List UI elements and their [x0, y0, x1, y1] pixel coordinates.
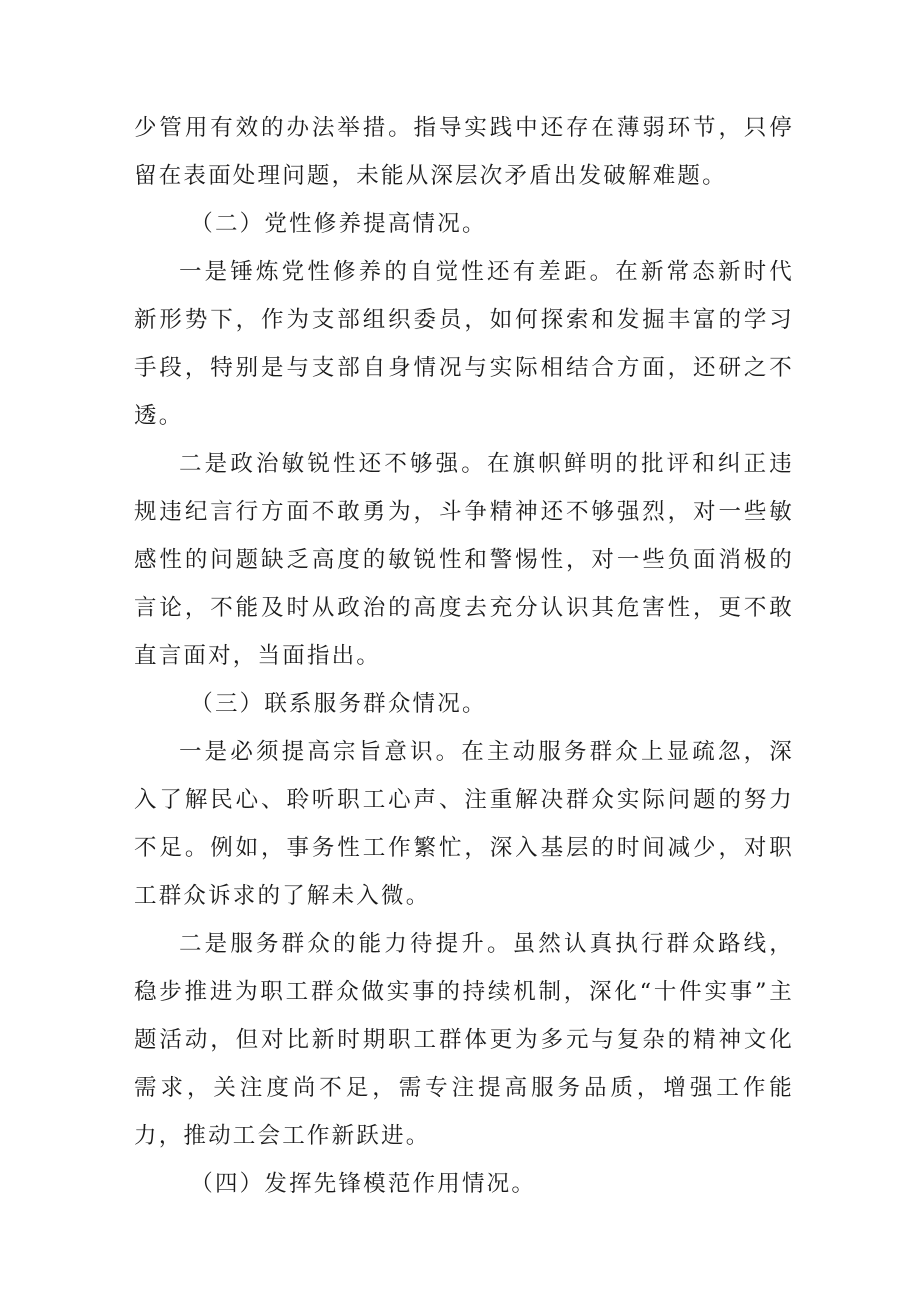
- section-heading-4: （四）发挥先锋模范作用情况。: [190, 1171, 537, 1197]
- paragraph-body: 一是必须提高宗旨意识。在主动服务群众上显疏忽，深入了解民心、聆听职工心声、注重解决群众实际问题的努力不足。例如，事务性工作繁忙，深入基层的时间减少，对职工群众诉求的了解未入微。: [134, 739, 794, 909]
- paragraph-body: 一是锤炼党性修养的自觉性还有差距。在新常态新时代新形势下，作为支部组织委员，如何探索和发掘丰富的学习手段，特别是与支部自身情况与实际相结合方面，还研之不透。: [134, 259, 794, 429]
- paragraph-body: 二是服务群众的能力待提升。虽然认真执行群众路线，稳步推进为职工群众做实事的持续机制，深化“十件实事”主题活动，但对比新时期职工群体更为多元与复杂的精神文化需求，关注度尚不足，需专注提高服务品质，增强工作能力，推动工会工作新跃进。: [134, 931, 794, 1149]
- document-body: [134, 104, 794, 1208]
- paragraph-continuation: 少管用有效的办法举措。指导实践中还存在薄弱环节，只停留在表面处理问题，未能从深层次矛盾出发破解难题。: [134, 115, 794, 189]
- paragraph-body: 二是政治敏锐性还不够强。在旗帜鲜明的批评和纠正违规违纪言行方面不敢勇为，斗争精神还不够强烈，对一些敏感性的问题缺乏高度的敏锐性和警惕性，对一些负面消极的言论，不能及时从政治的高度去充分认识其危害性，更不敢直言面对，当面指出。: [134, 451, 794, 669]
- section-heading-3: （三）联系服务群众情况。: [190, 691, 487, 717]
- section-heading-2: （二）党性修养提高情况。: [190, 211, 487, 237]
